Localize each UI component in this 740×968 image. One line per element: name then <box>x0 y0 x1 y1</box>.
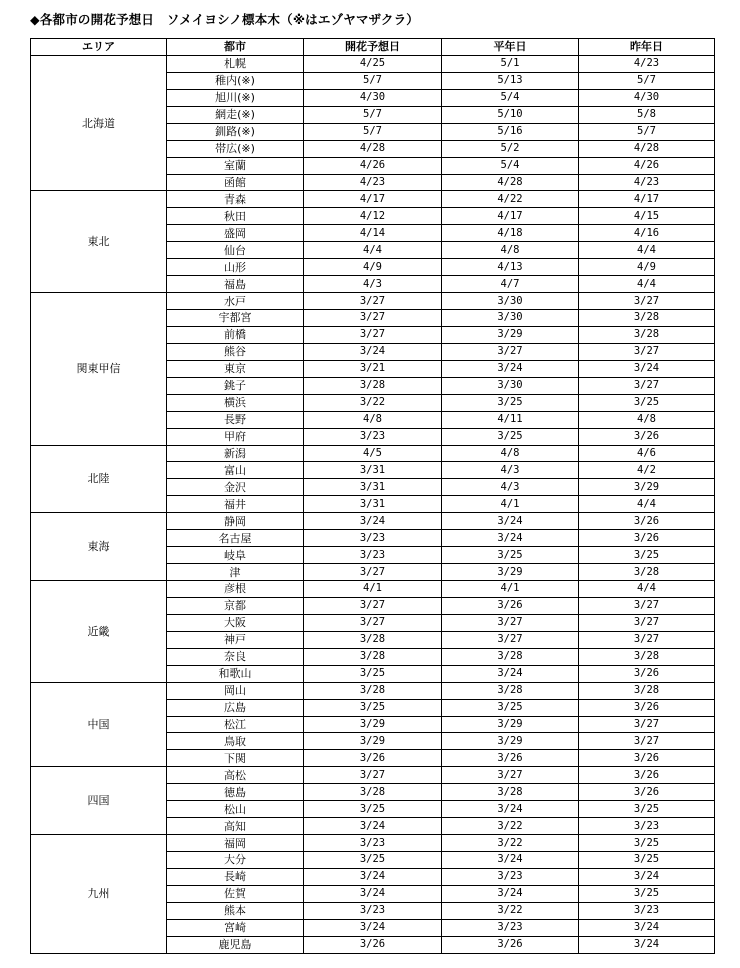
last-year-date-cell: 3/28 <box>579 648 715 665</box>
forecast-date-cell: 3/27 <box>304 767 442 784</box>
forecast-date-cell: 3/29 <box>304 716 442 733</box>
city-cell: 名古屋 <box>167 530 304 547</box>
city-cell: 広島 <box>167 699 304 716</box>
city-cell: 旭川(※) <box>167 89 304 106</box>
last-year-date-cell: 3/25 <box>579 394 715 411</box>
forecast-date-cell: 3/25 <box>304 699 442 716</box>
last-year-date-cell: 3/26 <box>579 530 715 547</box>
header-city: 都市 <box>167 39 304 56</box>
forecast-date-cell: 3/28 <box>304 682 442 699</box>
forecast-date-cell: 3/23 <box>304 835 442 852</box>
forecast-date-cell: 4/14 <box>304 225 442 242</box>
normal-date-cell: 5/13 <box>442 72 579 89</box>
last-year-date-cell: 4/6 <box>579 445 715 462</box>
city-cell: 奈良 <box>167 648 304 665</box>
normal-date-cell: 3/29 <box>442 733 579 750</box>
last-year-date-cell: 3/27 <box>579 733 715 750</box>
normal-date-cell: 3/28 <box>442 784 579 801</box>
normal-date-cell: 4/18 <box>442 225 579 242</box>
document-title: ◆各都市の開花予想日 ソメイヨシノ標本木（※はエゾヤマザクラ） <box>30 12 419 27</box>
forecast-date-cell: 4/9 <box>304 259 442 276</box>
header-row <box>31 39 715 56</box>
city-cell: 岐阜 <box>167 547 304 564</box>
normal-date-cell: 4/8 <box>442 242 579 259</box>
forecast-date-cell: 4/30 <box>304 89 442 106</box>
city-cell: 大阪 <box>167 614 304 631</box>
forecast-date-cell: 5/7 <box>304 106 442 123</box>
normal-date-cell: 5/4 <box>442 157 579 174</box>
city-cell: 宇都宮 <box>167 310 304 327</box>
normal-date-cell: 4/28 <box>442 174 579 191</box>
city-cell: 松山 <box>167 801 304 818</box>
city-cell: 宮崎 <box>167 919 304 936</box>
city-cell: 長崎 <box>167 868 304 885</box>
normal-date-cell: 3/28 <box>442 682 579 699</box>
normal-date-cell: 4/1 <box>442 496 579 513</box>
normal-date-cell: 3/24 <box>442 885 579 902</box>
normal-date-cell: 5/10 <box>442 106 579 123</box>
city-cell: 横浜 <box>167 394 304 411</box>
city-cell: 下関 <box>167 750 304 767</box>
area-cell: 北陸 <box>31 445 167 513</box>
normal-date-cell: 3/25 <box>442 428 579 445</box>
city-cell: 室蘭 <box>167 157 304 174</box>
last-year-date-cell: 3/26 <box>579 784 715 801</box>
normal-date-cell: 4/8 <box>442 445 579 462</box>
table-row <box>31 191 715 208</box>
last-year-date-cell: 3/24 <box>579 360 715 377</box>
city-cell: 山形 <box>167 259 304 276</box>
city-cell: 鳥取 <box>167 733 304 750</box>
city-cell: 神戸 <box>167 631 304 648</box>
last-year-date-cell: 4/30 <box>579 89 715 106</box>
city-cell: 福岡 <box>167 835 304 852</box>
city-cell: 鹿児島 <box>167 936 304 953</box>
area-cell: 東海 <box>31 513 167 581</box>
normal-date-cell: 4/17 <box>442 208 579 225</box>
normal-date-cell: 3/30 <box>442 377 579 394</box>
forecast-date-cell: 4/26 <box>304 157 442 174</box>
forecast-date-cell: 3/31 <box>304 462 442 479</box>
forecast-date-cell: 5/7 <box>304 72 442 89</box>
forecast-date-cell: 3/26 <box>304 936 442 953</box>
normal-date-cell: 4/1 <box>442 581 579 598</box>
normal-date-cell: 3/24 <box>442 513 579 530</box>
table-row <box>31 581 715 598</box>
area-cell: 関東甲信 <box>31 293 167 445</box>
city-cell: 稚内(※) <box>167 72 304 89</box>
last-year-date-cell: 3/26 <box>579 767 715 784</box>
city-cell: 金沢 <box>167 479 304 496</box>
table-row <box>31 513 715 530</box>
normal-date-cell: 3/28 <box>442 648 579 665</box>
normal-date-cell: 3/22 <box>442 835 579 852</box>
city-cell: 函館 <box>167 174 304 191</box>
last-year-date-cell: 4/9 <box>579 259 715 276</box>
forecast-date-cell: 4/17 <box>304 191 442 208</box>
normal-date-cell: 3/29 <box>442 716 579 733</box>
last-year-date-cell: 3/25 <box>579 852 715 869</box>
forecast-date-cell: 3/27 <box>304 293 442 310</box>
forecast-date-cell: 4/4 <box>304 242 442 259</box>
forecast-date-cell: 3/27 <box>304 614 442 631</box>
forecast-date-cell: 3/31 <box>304 479 442 496</box>
table-row <box>31 55 715 72</box>
forecast-date-cell: 4/1 <box>304 581 442 598</box>
area-cell: 中国 <box>31 682 167 767</box>
normal-date-cell: 3/27 <box>442 631 579 648</box>
forecast-date-cell: 3/22 <box>304 394 442 411</box>
normal-date-cell: 3/24 <box>442 801 579 818</box>
city-cell: 盛岡 <box>167 225 304 242</box>
last-year-date-cell: 4/4 <box>579 496 715 513</box>
city-cell: 網走(※) <box>167 106 304 123</box>
normal-date-cell: 3/26 <box>442 936 579 953</box>
forecast-date-cell: 3/27 <box>304 564 442 581</box>
header-forecast-date: 開花予想日 <box>304 39 442 56</box>
normal-date-cell: 3/25 <box>442 699 579 716</box>
area-cell: 北海道 <box>31 55 167 191</box>
forecast-date-cell: 4/28 <box>304 140 442 157</box>
table-row <box>31 682 715 699</box>
normal-date-cell: 3/24 <box>442 665 579 682</box>
normal-date-cell: 3/29 <box>442 564 579 581</box>
city-cell: 釧路(※) <box>167 123 304 140</box>
normal-date-cell: 3/27 <box>442 614 579 631</box>
city-cell: 前橋 <box>167 326 304 343</box>
city-cell: 福島 <box>167 276 304 293</box>
city-cell: 青森 <box>167 191 304 208</box>
table-row <box>31 767 715 784</box>
city-cell: 福井 <box>167 496 304 513</box>
normal-date-cell: 3/25 <box>442 547 579 564</box>
normal-date-cell: 5/1 <box>442 55 579 72</box>
forecast-date-cell: 3/27 <box>304 326 442 343</box>
last-year-date-cell: 3/23 <box>579 818 715 835</box>
table-row <box>31 835 715 852</box>
normal-date-cell: 3/30 <box>442 293 579 310</box>
forecast-date-cell: 3/27 <box>304 597 442 614</box>
last-year-date-cell: 4/23 <box>579 174 715 191</box>
forecast-date-cell: 3/31 <box>304 496 442 513</box>
forecast-date-cell: 3/24 <box>304 513 442 530</box>
last-year-date-cell: 3/27 <box>579 614 715 631</box>
last-year-date-cell: 3/27 <box>579 631 715 648</box>
normal-date-cell: 3/23 <box>442 868 579 885</box>
forecast-date-cell: 3/27 <box>304 310 442 327</box>
normal-date-cell: 4/3 <box>442 479 579 496</box>
forecast-date-cell: 3/29 <box>304 733 442 750</box>
last-year-date-cell: 3/26 <box>579 699 715 716</box>
last-year-date-cell: 3/28 <box>579 326 715 343</box>
normal-date-cell: 3/24 <box>442 852 579 869</box>
city-cell: 高知 <box>167 818 304 835</box>
last-year-date-cell: 3/29 <box>579 479 715 496</box>
normal-date-cell: 4/22 <box>442 191 579 208</box>
last-year-date-cell: 4/2 <box>579 462 715 479</box>
last-year-date-cell: 4/15 <box>579 208 715 225</box>
normal-date-cell: 4/13 <box>442 259 579 276</box>
city-cell: 和歌山 <box>167 665 304 682</box>
forecast-date-cell: 3/23 <box>304 547 442 564</box>
normal-date-cell: 3/23 <box>442 919 579 936</box>
city-cell: 新潟 <box>167 445 304 462</box>
normal-date-cell: 3/24 <box>442 530 579 547</box>
last-year-date-cell: 3/26 <box>579 665 715 682</box>
last-year-date-cell: 3/23 <box>579 902 715 919</box>
last-year-date-cell: 3/24 <box>579 936 715 953</box>
normal-date-cell: 3/27 <box>442 343 579 360</box>
header-last-year-date: 昨年日 <box>579 39 715 56</box>
forecast-date-cell: 3/21 <box>304 360 442 377</box>
forecast-date-cell: 3/24 <box>304 885 442 902</box>
city-cell: 銚子 <box>167 377 304 394</box>
last-year-date-cell: 4/23 <box>579 55 715 72</box>
last-year-date-cell: 5/7 <box>579 72 715 89</box>
forecast-date-cell: 3/28 <box>304 377 442 394</box>
last-year-date-cell: 4/16 <box>579 225 715 242</box>
last-year-date-cell: 4/4 <box>579 242 715 259</box>
normal-date-cell: 3/26 <box>442 750 579 767</box>
forecast-date-cell: 4/8 <box>304 411 442 428</box>
city-cell: 静岡 <box>167 513 304 530</box>
last-year-date-cell: 3/27 <box>579 597 715 614</box>
normal-date-cell: 3/26 <box>442 597 579 614</box>
forecast-date-cell: 5/7 <box>304 123 442 140</box>
last-year-date-cell: 4/28 <box>579 140 715 157</box>
last-year-date-cell: 5/8 <box>579 106 715 123</box>
last-year-date-cell: 3/27 <box>579 716 715 733</box>
forecast-date-cell: 3/24 <box>304 868 442 885</box>
normal-date-cell: 3/29 <box>442 326 579 343</box>
normal-date-cell: 3/25 <box>442 394 579 411</box>
blossom-forecast-table <box>30 38 715 954</box>
table-body <box>31 55 715 953</box>
city-cell: 東京 <box>167 360 304 377</box>
normal-date-cell: 4/7 <box>442 276 579 293</box>
normal-date-cell: 4/3 <box>442 462 579 479</box>
last-year-date-cell: 3/27 <box>579 343 715 360</box>
area-cell: 近畿 <box>31 581 167 683</box>
forecast-date-cell: 3/23 <box>304 428 442 445</box>
normal-date-cell: 4/11 <box>442 411 579 428</box>
forecast-date-cell: 3/24 <box>304 343 442 360</box>
normal-date-cell: 5/4 <box>442 89 579 106</box>
last-year-date-cell: 3/26 <box>579 428 715 445</box>
city-cell: 甲府 <box>167 428 304 445</box>
city-cell: 松江 <box>167 716 304 733</box>
normal-date-cell: 3/27 <box>442 767 579 784</box>
city-cell: 高松 <box>167 767 304 784</box>
forecast-date-cell: 3/28 <box>304 631 442 648</box>
normal-date-cell: 5/16 <box>442 123 579 140</box>
city-cell: 秋田 <box>167 208 304 225</box>
city-cell: 岡山 <box>167 682 304 699</box>
forecast-date-cell: 3/28 <box>304 784 442 801</box>
forecast-date-cell: 3/24 <box>304 818 442 835</box>
last-year-date-cell: 3/28 <box>579 682 715 699</box>
city-cell: 徳島 <box>167 784 304 801</box>
last-year-date-cell: 4/4 <box>579 276 715 293</box>
normal-date-cell: 3/22 <box>442 902 579 919</box>
city-cell: 富山 <box>167 462 304 479</box>
last-year-date-cell: 3/25 <box>579 801 715 818</box>
city-cell: 京都 <box>167 597 304 614</box>
city-cell: 水戸 <box>167 293 304 310</box>
last-year-date-cell: 3/27 <box>579 377 715 394</box>
area-cell: 四国 <box>31 767 167 835</box>
city-cell: 熊本 <box>167 902 304 919</box>
table-row <box>31 293 715 310</box>
last-year-date-cell: 3/27 <box>579 293 715 310</box>
city-cell: 津 <box>167 564 304 581</box>
last-year-date-cell: 3/28 <box>579 310 715 327</box>
table-row <box>31 445 715 462</box>
city-cell: 仙台 <box>167 242 304 259</box>
last-year-date-cell: 4/8 <box>579 411 715 428</box>
last-year-date-cell: 3/25 <box>579 885 715 902</box>
city-cell: 彦根 <box>167 581 304 598</box>
last-year-date-cell: 3/28 <box>579 564 715 581</box>
last-year-date-cell: 3/26 <box>579 750 715 767</box>
normal-date-cell: 3/22 <box>442 818 579 835</box>
forecast-date-cell: 3/23 <box>304 530 442 547</box>
last-year-date-cell: 3/24 <box>579 919 715 936</box>
header-normal-date: 平年日 <box>442 39 579 56</box>
normal-date-cell: 3/30 <box>442 310 579 327</box>
forecast-date-cell: 3/25 <box>304 801 442 818</box>
city-cell: 長野 <box>167 411 304 428</box>
city-cell: 帯広(※) <box>167 140 304 157</box>
city-cell: 熊谷 <box>167 343 304 360</box>
normal-date-cell: 3/24 <box>442 360 579 377</box>
forecast-date-cell: 3/28 <box>304 648 442 665</box>
last-year-date-cell: 3/25 <box>579 547 715 564</box>
area-cell: 九州 <box>31 835 167 954</box>
forecast-date-cell: 3/26 <box>304 750 442 767</box>
last-year-date-cell: 3/25 <box>579 835 715 852</box>
city-cell: 札幌 <box>167 55 304 72</box>
normal-date-cell: 5/2 <box>442 140 579 157</box>
last-year-date-cell: 4/26 <box>579 157 715 174</box>
last-year-date-cell: 3/24 <box>579 868 715 885</box>
forecast-date-cell: 3/24 <box>304 919 442 936</box>
last-year-date-cell: 5/7 <box>579 123 715 140</box>
last-year-date-cell: 4/17 <box>579 191 715 208</box>
forecast-date-cell: 3/25 <box>304 665 442 682</box>
forecast-date-cell: 4/25 <box>304 55 442 72</box>
forecast-date-cell: 4/23 <box>304 174 442 191</box>
area-cell: 東北 <box>31 191 167 293</box>
header-area: エリア <box>31 39 167 56</box>
forecast-date-cell: 4/5 <box>304 445 442 462</box>
forecast-date-cell: 4/12 <box>304 208 442 225</box>
last-year-date-cell: 4/4 <box>579 581 715 598</box>
city-cell: 佐賀 <box>167 885 304 902</box>
forecast-date-cell: 3/25 <box>304 852 442 869</box>
forecast-date-cell: 3/23 <box>304 902 442 919</box>
city-cell: 大分 <box>167 852 304 869</box>
last-year-date-cell: 3/26 <box>579 513 715 530</box>
forecast-date-cell: 4/3 <box>304 276 442 293</box>
